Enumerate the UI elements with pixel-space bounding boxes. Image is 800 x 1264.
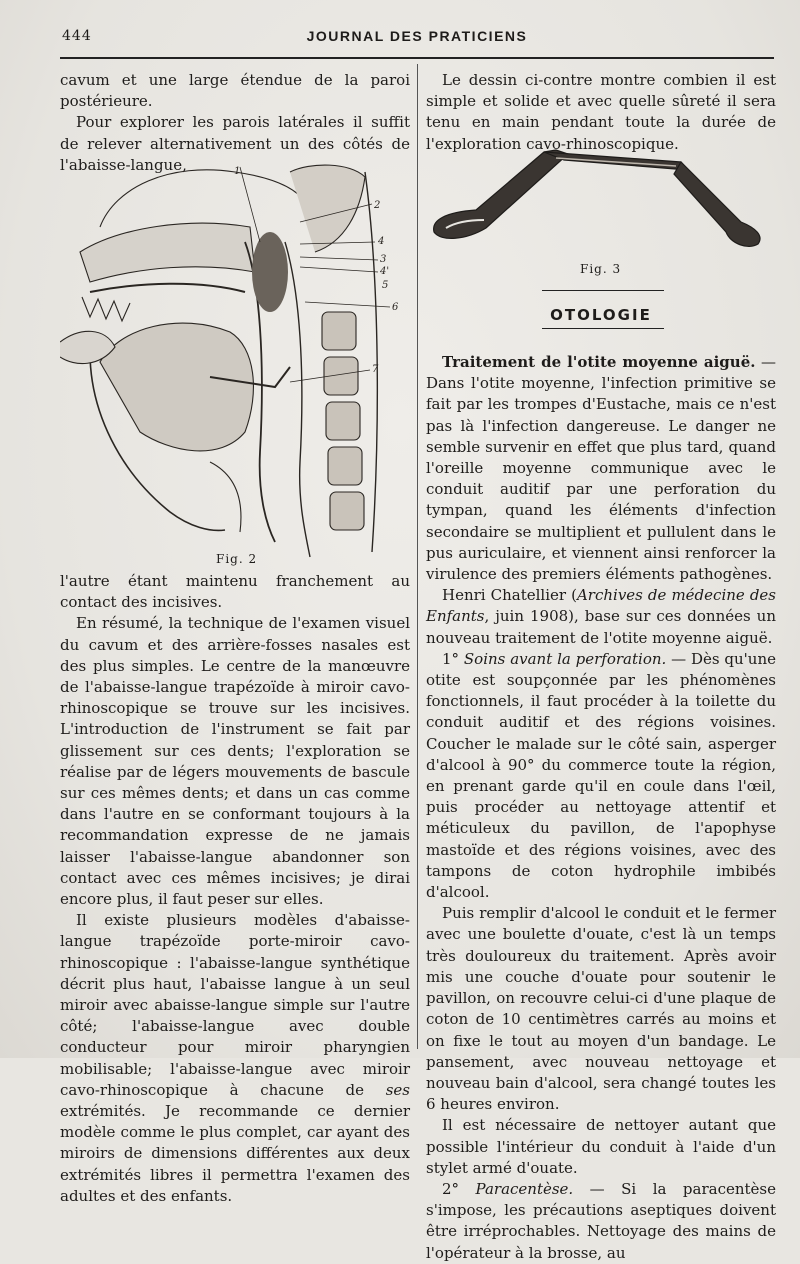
page-header xyxy=(60,28,774,50)
figure-2-sagittal-section xyxy=(60,132,410,567)
paragraph: 2° Paracentèse. — Si la paracentèse s'impose, les précautions aseptiques doivent être irréprochables. Nettoyage des mains de l'opérateur à la brosse, au xyxy=(426,1179,777,1262)
nasal-cavity xyxy=(80,223,255,282)
paragraph: 1° Soins avant la perforation. — Dès qu'une otite est soupçonnée par les phénomènes fonctionnels, il faut procéder à la toilette du conduit auditif et des régions voisines. Coucher le malade sur le côté sain, asperger d'alcool à 90° du commerce toute la région, en prenant garde qu'il en coule dans l'œil, puis procéder au nettoyage attentif et méticuleux du pavillon, de l'apophyse mastoïde et des régions voisines, avec des tampons de coton hydrophile imbibés d'alcool. xyxy=(426,649,777,902)
upper-teeth xyxy=(82,297,130,321)
palate xyxy=(90,284,245,292)
paragraph: Henri Chatellier (Archives de médecine des Enfants, juin 1908), base sur ces données un nouveau traitement de l'otite moyenne aiguë. xyxy=(426,586,776,647)
figure-3-tongue-depressor xyxy=(426,140,776,280)
figure-2-caption: Fig. 2 xyxy=(216,552,258,566)
paragraph: Il est nécessaire de nettoyer autant que possible l'intérieur du conduit à l'aide d'un stylet armé d'ouate. xyxy=(426,1116,776,1177)
skull-outline xyxy=(100,170,305,227)
paragraph: En résumé, la technique de l'examen visuel du cavum et des arrière-fosses nasales est des plus simples. Le centre de la manœuvre de l'abaisse-langue trapézoïde à miroir cavo-rhinoscopique se trouve sur les incisives. L'introduction de l'instrument se fait par glissement sur ces dents; l'exploration se réalise par de légers mouvements de bascule sur ces mêmes dents; et dans un cas comme dans l'autre en se conformant toujours à la recommandation expresse de ne jamais laisser l'abaisse-langue abandonner son contact avec ces mêmes incisives; je dirai encore plus, il faut peser sur elles. xyxy=(60,614,410,909)
paragraph: Puis remplir d'alcool le conduit et le fermer avec une boulette d'ouate, c'est là un temps très douloureux du traitement. Après avoir mis une couche d'ouate pour soutenir le pavillon, on recouvre celui-ci d'une plaque de coton de 10 centimètres carrés au moins et on fixe le tout au moyen d'un bandage. Le pansement, avec nouveau nettoyage et nouveau bain d'alcool, sera changé toutes les 6 heures environ. xyxy=(426,904,776,1114)
spinal-canal xyxy=(365,172,377,552)
paragraph: cavum et une large étendue de la paroi postérieure. xyxy=(60,71,410,111)
depressor-bridge xyxy=(544,152,688,170)
pharynx-wall xyxy=(285,242,310,557)
vertebra xyxy=(326,402,360,440)
tongue xyxy=(100,323,253,451)
paragraph: Le dessin ci-contre montre combien il est simple et solide et avec quelle sûreté il sera tenu en main pendant toute la durée de l'exploration cavo-rhinoscopique. xyxy=(426,71,776,153)
label-1: 1 xyxy=(234,166,241,177)
heading-rule-top xyxy=(542,290,664,291)
label-6: 6 xyxy=(392,302,399,313)
figure-3-caption: Fig. 3 xyxy=(580,262,622,276)
paragraph: l'autre étant maintenu franchement au contact des incisives. xyxy=(60,572,410,612)
label-4: 4 xyxy=(378,236,385,247)
vertebra xyxy=(330,492,364,530)
page-number: 444 xyxy=(62,28,92,44)
label-4-prime: 4' xyxy=(380,266,390,277)
depressor-right-arm xyxy=(674,162,760,246)
paragraph: Pour explorer les parois latérales il suffit de relever alternativement un des côtés de l'abaisse-langue, xyxy=(60,113,410,174)
cavum xyxy=(252,232,288,312)
column-divider xyxy=(417,64,418,1049)
paragraph: Traitement de l'otite moyenne aiguë. — Dans l'otite moyenne, l'infection primitive se fait par les trompes d'Eustache, mais ce n'est pas là l'infection dangereuse. Le danger ne semble survenir en effet que plus tard, quand l'oreille moyenne communique avec le conduit auditif par une perforation du tympan, quand les éléments d'infection secondaire se multiplient et pullulent dans le pus auriculaire, et viennent ainsi renforcer la virulence des premiers éléments pathogènes. xyxy=(426,353,776,584)
running-title: JOURNAL DES PRATICIENS xyxy=(306,28,528,44)
header-rule xyxy=(60,57,774,59)
heading-rule-bottom xyxy=(542,328,664,329)
larynx xyxy=(210,462,241,532)
label-2: 2 xyxy=(374,200,381,211)
label-7: 7 xyxy=(372,364,379,375)
left-column-bottom xyxy=(60,571,410,1207)
section-heading xyxy=(426,290,776,340)
section-title: OTOLOGIE xyxy=(550,306,652,324)
vertebra xyxy=(328,447,362,485)
label-3: 3 xyxy=(380,254,387,265)
paragraph: Il existe plusieurs modèles d'abaisse-langue trapézoïde porte-miroir cavo-rhinoscopique : l'abaisse-langue synthétique décrit plus haut, l'abaisse langue à un seul miroir avec abaisse-langue simple sur l'autre côté; l'abaisse-langue avec double conducteur pour miroir pharyngien mobilisable; l'abaisse-langue avec miroir cavo-rhinoscopique à chacune de ses extrémités. Je recommande ce dernier modèle comme le plus complet, car ayant des miroirs de dimensions différentes aux deux extrémités libres il permettra l'examen des adultes et des enfants. xyxy=(60,911,410,1205)
vertebra xyxy=(322,312,356,350)
label-5: 5 xyxy=(382,280,389,291)
right-column-bottom xyxy=(426,352,776,1264)
